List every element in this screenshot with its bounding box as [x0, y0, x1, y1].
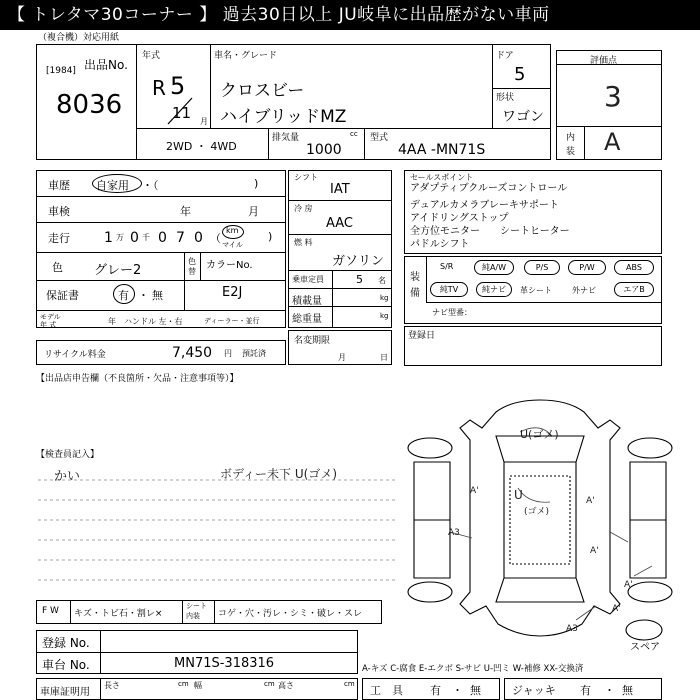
sales-points-label: セールスポイント	[410, 173, 474, 182]
mileage-unit-mile: マイル	[222, 241, 243, 249]
year-month: 11	[172, 104, 192, 122]
spare-label: スペア	[630, 642, 660, 653]
color-value: グレー2	[94, 263, 142, 278]
color-change-label: 替	[188, 267, 196, 276]
equip-sr: S/R	[440, 262, 454, 271]
year-month-unit: 月	[200, 117, 208, 126]
shape-label: 形状	[496, 93, 515, 103]
seller-note-label: 【出品店申告欄（不良箇所・欠品・注意事項等）】	[36, 374, 239, 384]
diagram-bonnet-note: (ゴメ)	[524, 507, 550, 517]
inspection-month: 月	[248, 205, 259, 218]
capacity-value: 5	[356, 273, 363, 286]
mileage-digit: 0	[194, 230, 203, 246]
score-label: 評価点	[590, 56, 618, 66]
chassis-label: 車台 No.	[42, 658, 90, 672]
model-code-label: 型式	[370, 133, 389, 143]
door-label: ドア	[496, 51, 514, 61]
tools-sep: ・	[452, 684, 463, 697]
recycle-note: 預託済	[242, 349, 266, 358]
displacement-unit: cc	[350, 130, 358, 138]
equipment-label: 装	[410, 272, 420, 283]
mileage-paren-close: )	[268, 230, 273, 243]
lot-label: 出品No.	[84, 58, 128, 72]
color-no-value: E2J	[222, 285, 243, 300]
equip-ext-navi: 外ナビ	[572, 286, 596, 295]
seat-items: コゲ・穴・汚レ・シミ・破レ・スレ	[218, 609, 363, 619]
year-slash	[160, 96, 200, 126]
inspection-label: 車検	[48, 205, 70, 218]
tools-label: 工 具	[370, 684, 403, 697]
cert-cm: cm	[344, 680, 355, 688]
diagram-mark: A'	[470, 486, 479, 496]
score-value: 3	[604, 80, 622, 113]
warranty-sep: ・	[138, 289, 149, 302]
seat-label: シート	[186, 602, 207, 610]
weight-unit: kg	[380, 312, 389, 320]
name-label: 車名・グレード	[214, 51, 278, 61]
diagram-mark: A'	[612, 604, 621, 614]
mileage-paren-open: （	[210, 232, 221, 245]
sales-point-item: アイドリングストップ	[410, 213, 509, 224]
model-code-value: 4AA -MN71S	[398, 142, 486, 158]
banner: 【 トレタマ30コーナー 】 過去30日以上 JU岐阜に出品歴がない車両	[0, 0, 700, 30]
equip-pw: P/W	[568, 260, 606, 275]
mileage-digit: 1	[104, 230, 113, 246]
mileage-unit-km: km	[226, 226, 239, 235]
registration-date-box	[404, 326, 662, 366]
cert-height: 高さ	[278, 681, 294, 690]
tools-no: 無	[470, 684, 481, 697]
diagram-mark: A3	[566, 624, 578, 634]
weight-label: 総重量	[292, 314, 322, 325]
interior-label-1: 内	[566, 133, 576, 143]
cert-length: 長さ	[104, 681, 120, 690]
sales-point-item: 全方位モニター シートヒーター	[410, 226, 570, 237]
navi-label: ナビ型番：	[432, 308, 472, 317]
name-change-month: 月	[338, 353, 346, 362]
displacement-label: 排気量	[272, 133, 300, 143]
jack-sep: ・	[604, 684, 615, 697]
load-label: 積載量	[292, 296, 322, 307]
equip-airbag: エアB	[614, 282, 654, 297]
fuel-label: 燃 料	[294, 238, 313, 247]
details-block	[36, 170, 286, 328]
jack-no: 無	[622, 684, 633, 697]
registration-date-label: 登録日	[408, 331, 436, 341]
inspection-year: 年	[180, 205, 191, 218]
warranty-label: 保証書	[46, 289, 79, 302]
jack-label: ジャッキ	[512, 684, 556, 697]
name-change-day: 日	[380, 353, 388, 362]
sales-point-item: アダプティブクルーズコントロール	[410, 183, 568, 194]
door-value: 5	[514, 64, 526, 85]
mileage-digit: 7	[176, 230, 185, 246]
drive: 2WD ・ 4WD	[166, 140, 237, 153]
warranty-no: 無	[152, 289, 163, 302]
equip-tv: 純TV	[430, 282, 468, 297]
diagram-mark: A'	[586, 496, 595, 506]
grade: ハイブリッドMZ	[220, 107, 347, 127]
shape-value: ワゴン	[502, 109, 544, 125]
inspector-note-left: かい	[54, 469, 81, 484]
cert-cm: cm	[178, 680, 189, 688]
interior-label-2: 装	[566, 147, 576, 157]
chassis-value: MN71S-318316	[174, 656, 275, 671]
sales-point-item: パドルシフト	[410, 239, 470, 250]
equip-navi: 純ナビ	[476, 282, 512, 297]
capacity-label: 乗車定員	[292, 275, 324, 284]
diagram-roof-mark: U(ゴメ)	[520, 428, 559, 441]
seat-label: 内装	[186, 612, 200, 620]
diagram-mark: A3	[448, 528, 460, 538]
inspector-label: 【検査員記入】	[36, 450, 100, 460]
recycle-unit: 円	[224, 349, 232, 358]
shift-value: IAT	[330, 182, 350, 197]
ac-value: AAC	[326, 216, 353, 231]
load-unit: kg	[380, 294, 389, 302]
mileage-label: 走行	[48, 232, 70, 245]
fw-label: F W	[42, 606, 59, 616]
mileage-unit-sen: 千	[142, 233, 150, 242]
mileage-digit: 0	[130, 230, 139, 246]
diagram-bonnet-u: U	[514, 488, 523, 502]
diagram-mark: A'	[624, 580, 633, 590]
handle: ハンドル 左・右	[124, 317, 183, 326]
mileage-digit: 0	[158, 230, 167, 246]
car-name: クロスビー	[220, 81, 305, 101]
equipment-label: 備	[410, 288, 420, 299]
sales-point-item: デュアルカメラブレーキサポート	[410, 200, 559, 211]
cert-width: 幅	[194, 681, 202, 690]
year-era: R	[152, 76, 166, 100]
history-value: 自家用	[96, 179, 129, 192]
color-change-label: 色	[188, 257, 196, 266]
equip-ps: P/S	[524, 260, 560, 275]
ac-label: 冷 房	[294, 204, 313, 213]
color-label: 色	[52, 261, 63, 274]
reg-no-label: 登録 No.	[42, 636, 90, 650]
year-value: 5	[170, 72, 186, 100]
mileage-unit-man: 万	[116, 233, 124, 242]
displacement-value: 1000	[306, 142, 342, 158]
interior-value: A	[604, 128, 621, 156]
model-year-label: モデル	[40, 313, 61, 321]
jack-yes: 有	[580, 684, 591, 697]
capacity-unit: 名	[378, 276, 386, 285]
equip-leather: 革シート	[520, 286, 552, 295]
history-close: )	[254, 177, 259, 190]
inspector-note-right: ボディー未下 U(ゴメ)	[220, 467, 338, 481]
lot-small-code: [1984]	[46, 66, 76, 76]
cert-cm: cm	[264, 680, 275, 688]
model-year-label: 年 式	[40, 321, 57, 329]
fw-items: キズ・トビ石・割レ×	[74, 609, 163, 619]
color-no-label: カラーNo.	[206, 260, 253, 271]
diagram-mark: A'	[590, 546, 599, 556]
year-label: 年式	[142, 51, 161, 61]
fuel-value: ガソリン	[332, 254, 385, 269]
tools-yes: 有	[430, 684, 441, 697]
inspector-lines	[38, 462, 398, 592]
warranty-yes: 有	[118, 289, 129, 302]
top-note: （複合機）対応用紙	[38, 33, 120, 43]
cert-label: 車庫証明用	[40, 687, 90, 698]
model-year-year: 年	[108, 317, 116, 326]
history-label: 車歴	[48, 179, 70, 192]
history-rest: ・（	[142, 179, 159, 192]
shift-label: シフト	[294, 173, 318, 182]
lot-number: 8036	[56, 90, 123, 120]
equip-abs: ABS	[614, 260, 654, 275]
name-change-label: 名変期限	[294, 336, 331, 346]
dealer: ディーラー・並行	[204, 317, 260, 325]
equip-alloy: 純A/W	[474, 260, 514, 275]
recycle-label: リサイクル料金	[44, 350, 106, 360]
damage-legend: A-キズ C-腐食 E-エクボ S-サビ U-凹ミ W-補修 XX-交換済	[362, 664, 584, 674]
recycle-value: 7,450	[172, 345, 213, 361]
